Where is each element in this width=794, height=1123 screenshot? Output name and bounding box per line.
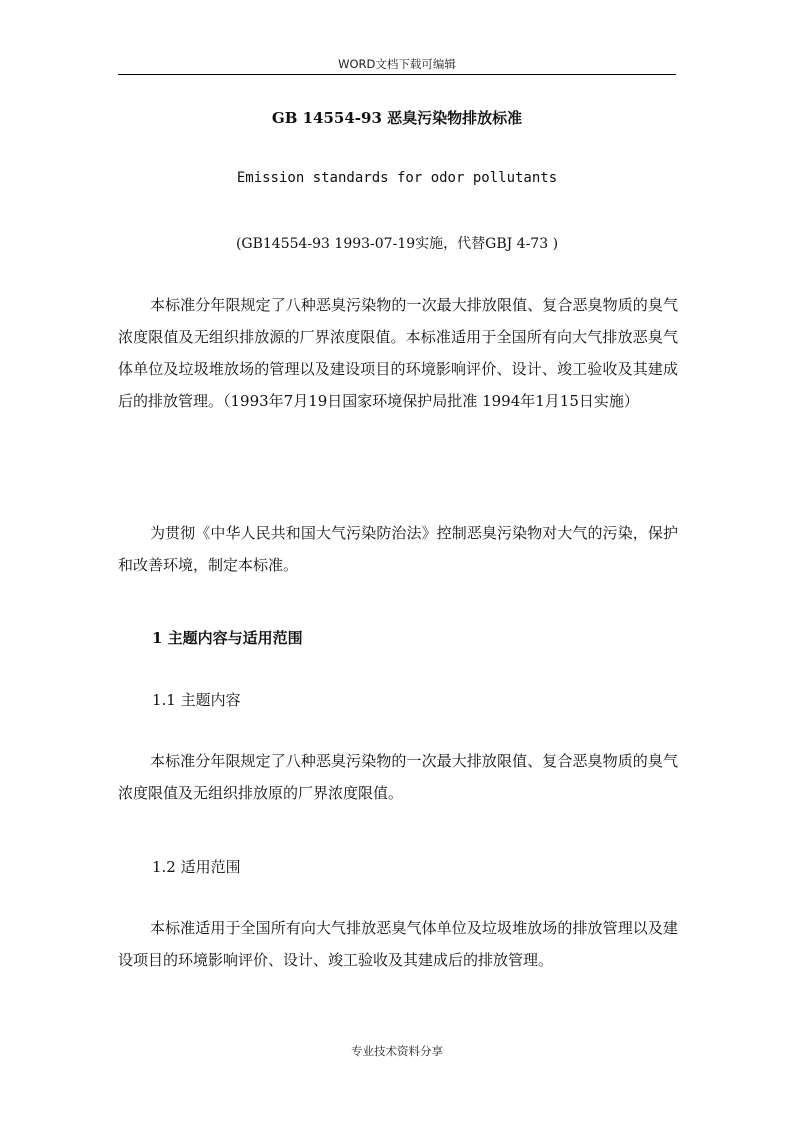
- document-subtitle-en: Emission standards for odor pollutants: [236, 170, 558, 186]
- page-header: WORD文档下载可编辑: [338, 57, 456, 71]
- purpose-paragraph: 为贯彻《中华人民共和国大气污染防治法》控制恶臭污染物对大气的污染，保护和改善环境，制定本标准。: [118, 524, 678, 574]
- document-dateline: (GB14554-93 1993-07-19实施，代替GBJ 4-73 ): [235, 236, 559, 252]
- section-1-heading: 1 主题内容与适用范围: [152, 629, 303, 647]
- header-rule: [118, 74, 676, 75]
- section-1-2-heading: 1.2 适用范围: [152, 858, 241, 876]
- section-1-1-heading: 1.1 主题内容: [152, 691, 241, 709]
- page-footer: 专业技术资料分享: [351, 1044, 443, 1058]
- section-1-2-text: 本标准适用于全国所有向大气排放恶臭气体单位及垃圾堆放场的排放管理以及建设项目的环境影响评价、设计、竣工验收及其建成后的排放管理。: [118, 919, 678, 969]
- document-title: GB 14554-93 恶臭污染物排放标准: [271, 109, 523, 127]
- section-1-1-text: 本标准分年限规定了八种恶臭污染物的一次最大排放限值、复合恶臭物质的臭气浓度限值及无组织排放原的厂界浓度限值。: [118, 752, 678, 802]
- intro-paragraph: 本标准分年限规定了八种恶臭污染物的一次最大排放限值、复合恶臭物质的臭气浓度限值及无组织排放源的厂界浓度限值。本标准适用于全国所有向大气排放恶臭气体单位及垃圾堆放场的管理以及建设项目的环境影响评价、设计、竣工验收及其建成后的排放管理。（1993年7月19日国家环境保护局批准 1994年1月15日实施）: [118, 296, 678, 410]
